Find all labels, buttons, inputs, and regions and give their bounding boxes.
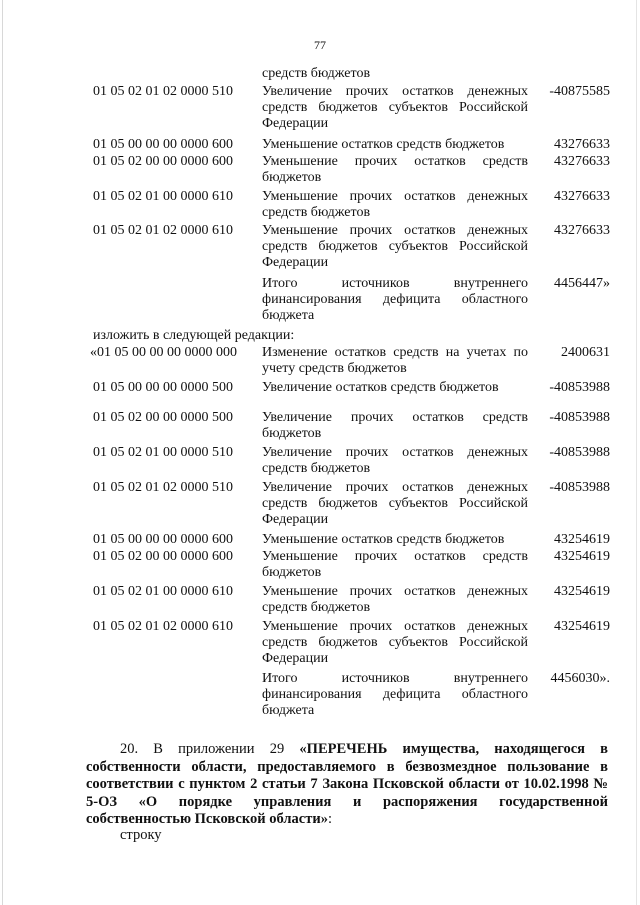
row-value: 43276633: [554, 137, 610, 152]
page-number: 77: [314, 38, 326, 52]
row-description: Уменьшение прочих остатков средств бюджетов: [262, 154, 528, 185]
row-description: Уменьшение прочих остатков денежных средств бюджетов: [262, 584, 528, 615]
row-description: Увеличение прочих остатков средств бюджетов: [262, 410, 528, 441]
row-description: Уменьшение прочих остатков денежных средств бюджетов: [262, 189, 528, 220]
row-description: Изменение остатков средств на учетах по учету средств бюджетов: [262, 345, 528, 376]
scan-edge-right: [636, 0, 637, 905]
final-word: строку: [120, 827, 162, 843]
row-description: Уменьшение прочих остатков средств бюджетов: [262, 549, 528, 580]
row-value: 43276633: [554, 154, 610, 169]
row-description: Уменьшение остатков средств бюджетов: [262, 532, 505, 547]
row-value: -40853988: [549, 380, 610, 395]
row-description: Итого источников внутреннего финансирования дефицита областного бюджета: [262, 671, 528, 718]
row-value: -40853988: [549, 445, 610, 460]
row-value: 43254619: [554, 619, 610, 634]
row-description: Уменьшение прочих остатков денежных средств бюджетов субъектов Российской Федерации: [262, 619, 528, 666]
row-description: Увеличение прочих остатков денежных средств бюджетов субъектов Российской Федерации: [262, 84, 528, 131]
row-code: «01 05 00 00 00 0000 000: [90, 345, 237, 360]
row-code: 01 05 00 00 00 0000 500: [93, 380, 233, 395]
row-description: Уменьшение остатков средств бюджетов: [262, 137, 505, 152]
row-value: -40853988: [549, 480, 610, 495]
row-code: 01 05 02 01 00 0000 510: [93, 445, 233, 460]
row-value: 43276633: [554, 223, 610, 238]
row-code: 01 05 02 01 02 0000 610: [93, 619, 233, 634]
row-value: 43254619: [554, 584, 610, 599]
transition-text: изложить в следующей редакции:: [93, 328, 295, 343]
scan-edge-left: [2, 0, 3, 905]
paragraph-tail: :: [327, 811, 332, 827]
row-value: 43254619: [554, 549, 610, 564]
row-code: 01 05 02 00 00 0000 500: [93, 410, 233, 425]
row-code: 01 05 00 00 00 0000 600: [93, 137, 233, 152]
row-description: Итого источников внутреннего финансирования дефицита областного бюджета: [262, 276, 528, 323]
row-description: средств бюджетов: [262, 66, 371, 81]
row-value: 43254619: [554, 532, 610, 547]
row-code: 01 05 00 00 00 0000 600: [93, 532, 233, 547]
row-value: -40875585: [549, 84, 610, 99]
row-code: 01 05 02 01 00 0000 610: [93, 584, 233, 599]
row-description: Увеличение прочих остатков денежных средств бюджетов субъектов Российской Федерации: [262, 480, 528, 527]
paragraph-20: [86, 741, 608, 829]
row-description: Увеличение остатков средств бюджетов: [262, 380, 499, 395]
row-code: 01 05 02 01 00 0000 610: [93, 189, 233, 204]
row-code: 01 05 02 01 02 0000 610: [93, 223, 233, 238]
row-code: 01 05 02 00 00 0000 600: [93, 154, 233, 169]
row-code: 01 05 02 01 02 0000 510: [93, 84, 233, 99]
row-value: 4456030».: [550, 671, 610, 686]
row-value: 4456447»: [554, 276, 610, 291]
row-code: 01 05 02 00 00 0000 600: [93, 549, 233, 564]
row-value: 43276633: [554, 189, 610, 204]
paragraph-number-text: 20. В приложении 29: [120, 741, 285, 757]
row-value: 2400631: [561, 345, 610, 360]
row-description: Увеличение прочих остатков денежных средств бюджетов: [262, 445, 528, 476]
row-code: 01 05 02 01 02 0000 510: [93, 480, 233, 495]
row-value: -40853988: [549, 410, 610, 425]
paragraph-bold-text: «ПЕРЕЧЕНЬ имущества, находящегося в собственности области, предоставляемого в безвозмездное пользование в соответствии с пунктом 2 статьи 7 Закона Псковской области от 10.02.1998 № 5-ОЗ «О порядке управления и распоряжения государственной собственностью Псковской области»: [86, 741, 609, 827]
row-description: Уменьшение прочих остатков денежных средств бюджетов субъектов Российской Федерации: [262, 223, 528, 270]
